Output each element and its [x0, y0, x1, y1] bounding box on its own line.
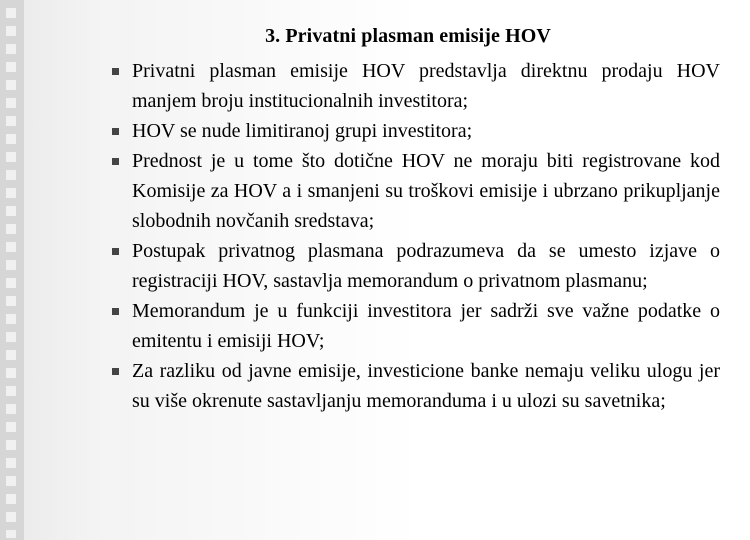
square-bullet-icon: [112, 248, 119, 255]
square-bullet-icon: [112, 308, 119, 315]
slide-title: 3. Privatni plasman emisije HOV: [265, 25, 551, 47]
bullet-text: Postupak privatnog plasmana podrazumeva da se umesto izjave o registraciji HOV, sastavlja memorandum o privatnom plasmanu;: [132, 240, 720, 292]
bullet-text: Memorandum je u funkciji investitora jer sadrži sve važne podatke o emitentu i emisiji HOV;: [132, 300, 720, 352]
bullet-item-private-placement: [96, 56, 720, 116]
bullet-text: HOV se nude limitiranoj grupi investitora;: [132, 120, 473, 142]
square-bullet-icon: [112, 368, 119, 375]
bullet-item-investment-banks: [96, 356, 720, 416]
bullet-item-limited-group: [96, 116, 720, 146]
bullet-item-memorandum: [96, 296, 720, 356]
decorative-left-strip: [0, 0, 24, 540]
square-bullet-icon: [112, 158, 119, 165]
square-bullet-icon: [112, 68, 119, 75]
bullet-item-advantage: [96, 146, 720, 236]
bullet-text: Prednost je u tome što dotične HOV ne moraju biti registrovane kod Komisije za HOV a i smanjeni su troškovi emisije i ubrzano prikupljanje slobodnih novčanih sredstava;: [132, 150, 720, 232]
square-bullet-icon: [112, 128, 119, 135]
bullet-list: [96, 56, 720, 416]
slide-content: [96, 22, 720, 416]
bullet-item-procedure: [96, 236, 720, 296]
bullet-text: Za razliku od javne emisije, investicione banke nemaju veliku ulogu jer su više okrenute sastavljanju memoranduma i u ulozi su savetnika;: [132, 360, 720, 412]
bullet-text: Privatni plasman emisije HOV predstavlja direktnu prodaju HOV manjem broju institucionalnih investitora;: [132, 60, 720, 112]
